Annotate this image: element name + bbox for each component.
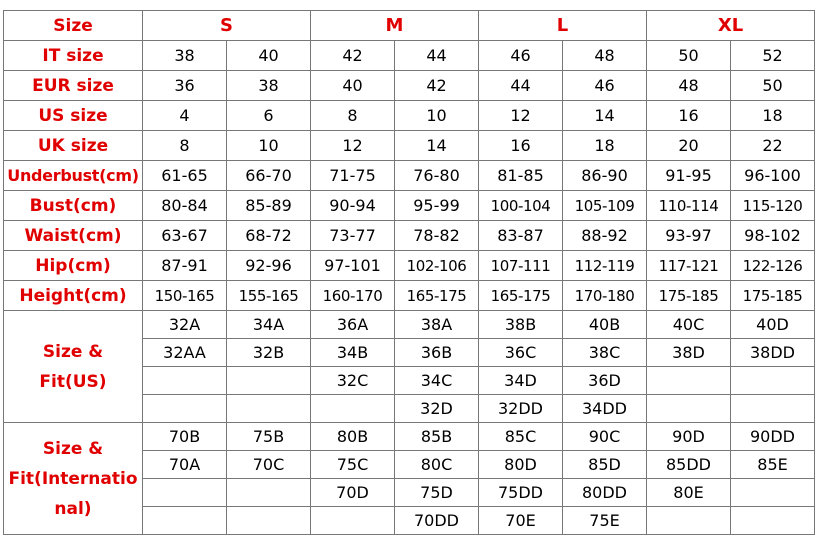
value-cell: 105-109 [563,191,647,221]
fit-cell: 70DD [395,507,479,535]
value-cell: 73-77 [311,221,395,251]
fit-cell: 85D [563,451,647,479]
row-label: US size [4,101,143,131]
value-cell: 165-175 [479,281,563,311]
value-cell: 46 [479,41,563,71]
value-cell: 95-99 [395,191,479,221]
value-cell: 115-120 [731,191,815,221]
row-label: Waist(cm) [4,221,143,251]
size-chart-table [3,10,815,535]
fit-cell [143,395,227,423]
fit-cell [731,367,815,395]
value-cell: 80-84 [143,191,227,221]
value-cell: 36 [143,71,227,101]
measure-row [4,191,815,221]
fit-cell: 70D [311,479,395,507]
fit-cell: 80B [311,423,395,451]
fit-cell: 38B [479,311,563,339]
fit-cell [731,479,815,507]
fit-cell: 32AA [143,339,227,367]
measure-row [4,221,815,251]
fit-row [4,311,815,339]
value-cell: 88-92 [563,221,647,251]
measure-row [4,71,815,101]
value-cell: 4 [143,101,227,131]
value-cell: 81-85 [479,161,563,191]
value-cell: 86-90 [563,161,647,191]
value-cell: 42 [395,71,479,101]
value-cell: 38 [227,71,311,101]
fit-cell [143,507,227,535]
fit-cell: 70C [227,451,311,479]
value-cell: 12 [311,131,395,161]
fit-cell: 34B [311,339,395,367]
fit-cell: 38A [395,311,479,339]
fit-label-line: Size & [42,341,104,362]
fit-cell: 32A [143,311,227,339]
value-cell: 97-101 [311,251,395,281]
value-cell: 93-97 [647,221,731,251]
value-cell: 102-106 [395,251,479,281]
fit-cell: 32C [311,367,395,395]
value-cell: 63-67 [143,221,227,251]
fit-cell [143,367,227,395]
fit-cell [731,507,815,535]
value-cell: 48 [563,41,647,71]
fit-cell: 75E [563,507,647,535]
fit-cell: 70B [143,423,227,451]
fit-cell: 75B [227,423,311,451]
size-group-s: S [143,11,311,41]
fit-cell: 32B [227,339,311,367]
value-cell: 20 [647,131,731,161]
header-row [4,11,815,41]
row-label: Underbust(cm) [4,161,143,191]
value-cell: 155-165 [227,281,311,311]
fit-us-label [4,311,143,423]
value-cell: 16 [479,131,563,161]
size-group-xl: XL [647,11,815,41]
value-cell: 122-126 [731,251,815,281]
fit-cell: 80D [479,451,563,479]
fit-cell [227,479,311,507]
size-group-m: M [311,11,479,41]
fit-international-label [4,423,143,535]
fit-cell [731,395,815,423]
fit-cell [227,507,311,535]
value-cell: 12 [479,101,563,131]
fit-label-line: Size & [42,438,104,459]
fit-cell: 70A [143,451,227,479]
value-cell: 117-121 [647,251,731,281]
fit-cell: 34A [227,311,311,339]
value-cell: 50 [647,41,731,71]
value-cell: 165-175 [395,281,479,311]
fit-cell: 85E [731,451,815,479]
measure-row [4,281,815,311]
value-cell: 91-95 [647,161,731,191]
value-cell: 100-104 [479,191,563,221]
value-cell: 90-94 [311,191,395,221]
fit-cell: 90C [563,423,647,451]
value-cell: 68-72 [227,221,311,251]
fit-cell: 34D [479,367,563,395]
value-cell: 14 [395,131,479,161]
measure-row [4,161,815,191]
fit-cell: 36B [395,339,479,367]
value-cell: 46 [563,71,647,101]
fit-cell: 70E [479,507,563,535]
fit-cell: 36C [479,339,563,367]
size-chart-body [4,11,815,535]
value-cell: 110-114 [647,191,731,221]
value-cell: 14 [563,101,647,131]
fit-cell: 32DD [479,395,563,423]
value-cell: 85-89 [227,191,311,221]
fit-label-line: Fit(Internatio [8,468,138,489]
row-label: IT size [4,41,143,71]
value-cell: 175-185 [731,281,815,311]
fit-cell: 75C [311,451,395,479]
fit-cell: 38DD [731,339,815,367]
measure-row [4,131,815,161]
value-cell: 61-65 [143,161,227,191]
value-cell: 170-180 [563,281,647,311]
value-cell: 78-82 [395,221,479,251]
fit-cell: 38C [563,339,647,367]
value-cell: 76-80 [395,161,479,191]
value-cell: 44 [479,71,563,101]
value-cell: 40 [311,71,395,101]
fit-cell: 34DD [563,395,647,423]
value-cell: 38 [143,41,227,71]
fit-cell: 85C [479,423,563,451]
row-label: UK size [4,131,143,161]
fit-cell [311,395,395,423]
fit-cell [143,479,227,507]
fit-cell [311,507,395,535]
value-cell: 22 [731,131,815,161]
value-cell: 6 [227,101,311,131]
fit-cell: 80C [395,451,479,479]
value-cell: 16 [647,101,731,131]
fit-cell: 38D [647,339,731,367]
fit-cell: 40C [647,311,731,339]
row-label: Height(cm) [4,281,143,311]
size-group-l: L [479,11,647,41]
fit-cell: 36D [563,367,647,395]
value-cell: 10 [395,101,479,131]
row-label: EUR size [4,71,143,101]
value-cell: 10 [227,131,311,161]
fit-cell [647,367,731,395]
value-cell: 66-70 [227,161,311,191]
value-cell: 83-87 [479,221,563,251]
value-cell: 107-111 [479,251,563,281]
fit-label-line: nal) [54,498,92,519]
measure-row [4,41,815,71]
fit-cell: 80E [647,479,731,507]
value-cell: 44 [395,41,479,71]
fit-label-line: Fit(US) [39,371,107,392]
value-cell: 71-75 [311,161,395,191]
fit-cell: 40B [563,311,647,339]
row-label: Hip(cm) [4,251,143,281]
value-cell: 160-170 [311,281,395,311]
fit-cell [647,395,731,423]
value-cell: 48 [647,71,731,101]
value-cell: 40 [227,41,311,71]
value-cell: 50 [731,71,815,101]
value-cell: 42 [311,41,395,71]
fit-cell: 80DD [563,479,647,507]
value-cell: 8 [311,101,395,131]
value-cell: 8 [143,131,227,161]
fit-cell [227,367,311,395]
value-cell: 98-102 [731,221,815,251]
value-cell: 96-100 [731,161,815,191]
fit-cell: 75DD [479,479,563,507]
fit-cell: 36A [311,311,395,339]
fit-cell: 85B [395,423,479,451]
value-cell: 18 [731,101,815,131]
value-cell: 52 [731,41,815,71]
fit-cell: 40D [731,311,815,339]
measure-row [4,101,815,131]
value-cell: 18 [563,131,647,161]
row-label: Bust(cm) [4,191,143,221]
value-cell: 87-91 [143,251,227,281]
value-cell: 175-185 [647,281,731,311]
measure-row [4,251,815,281]
fit-cell: 34C [395,367,479,395]
fit-cell [227,395,311,423]
value-cell: 150-165 [143,281,227,311]
header-label-cell: Size [4,11,143,41]
fit-cell: 90DD [731,423,815,451]
fit-cell: 32D [395,395,479,423]
value-cell: 112-119 [563,251,647,281]
fit-cell: 90D [647,423,731,451]
fit-cell [647,507,731,535]
fit-cell: 75D [395,479,479,507]
value-cell: 92-96 [227,251,311,281]
fit-row [4,423,815,451]
fit-cell: 85DD [647,451,731,479]
